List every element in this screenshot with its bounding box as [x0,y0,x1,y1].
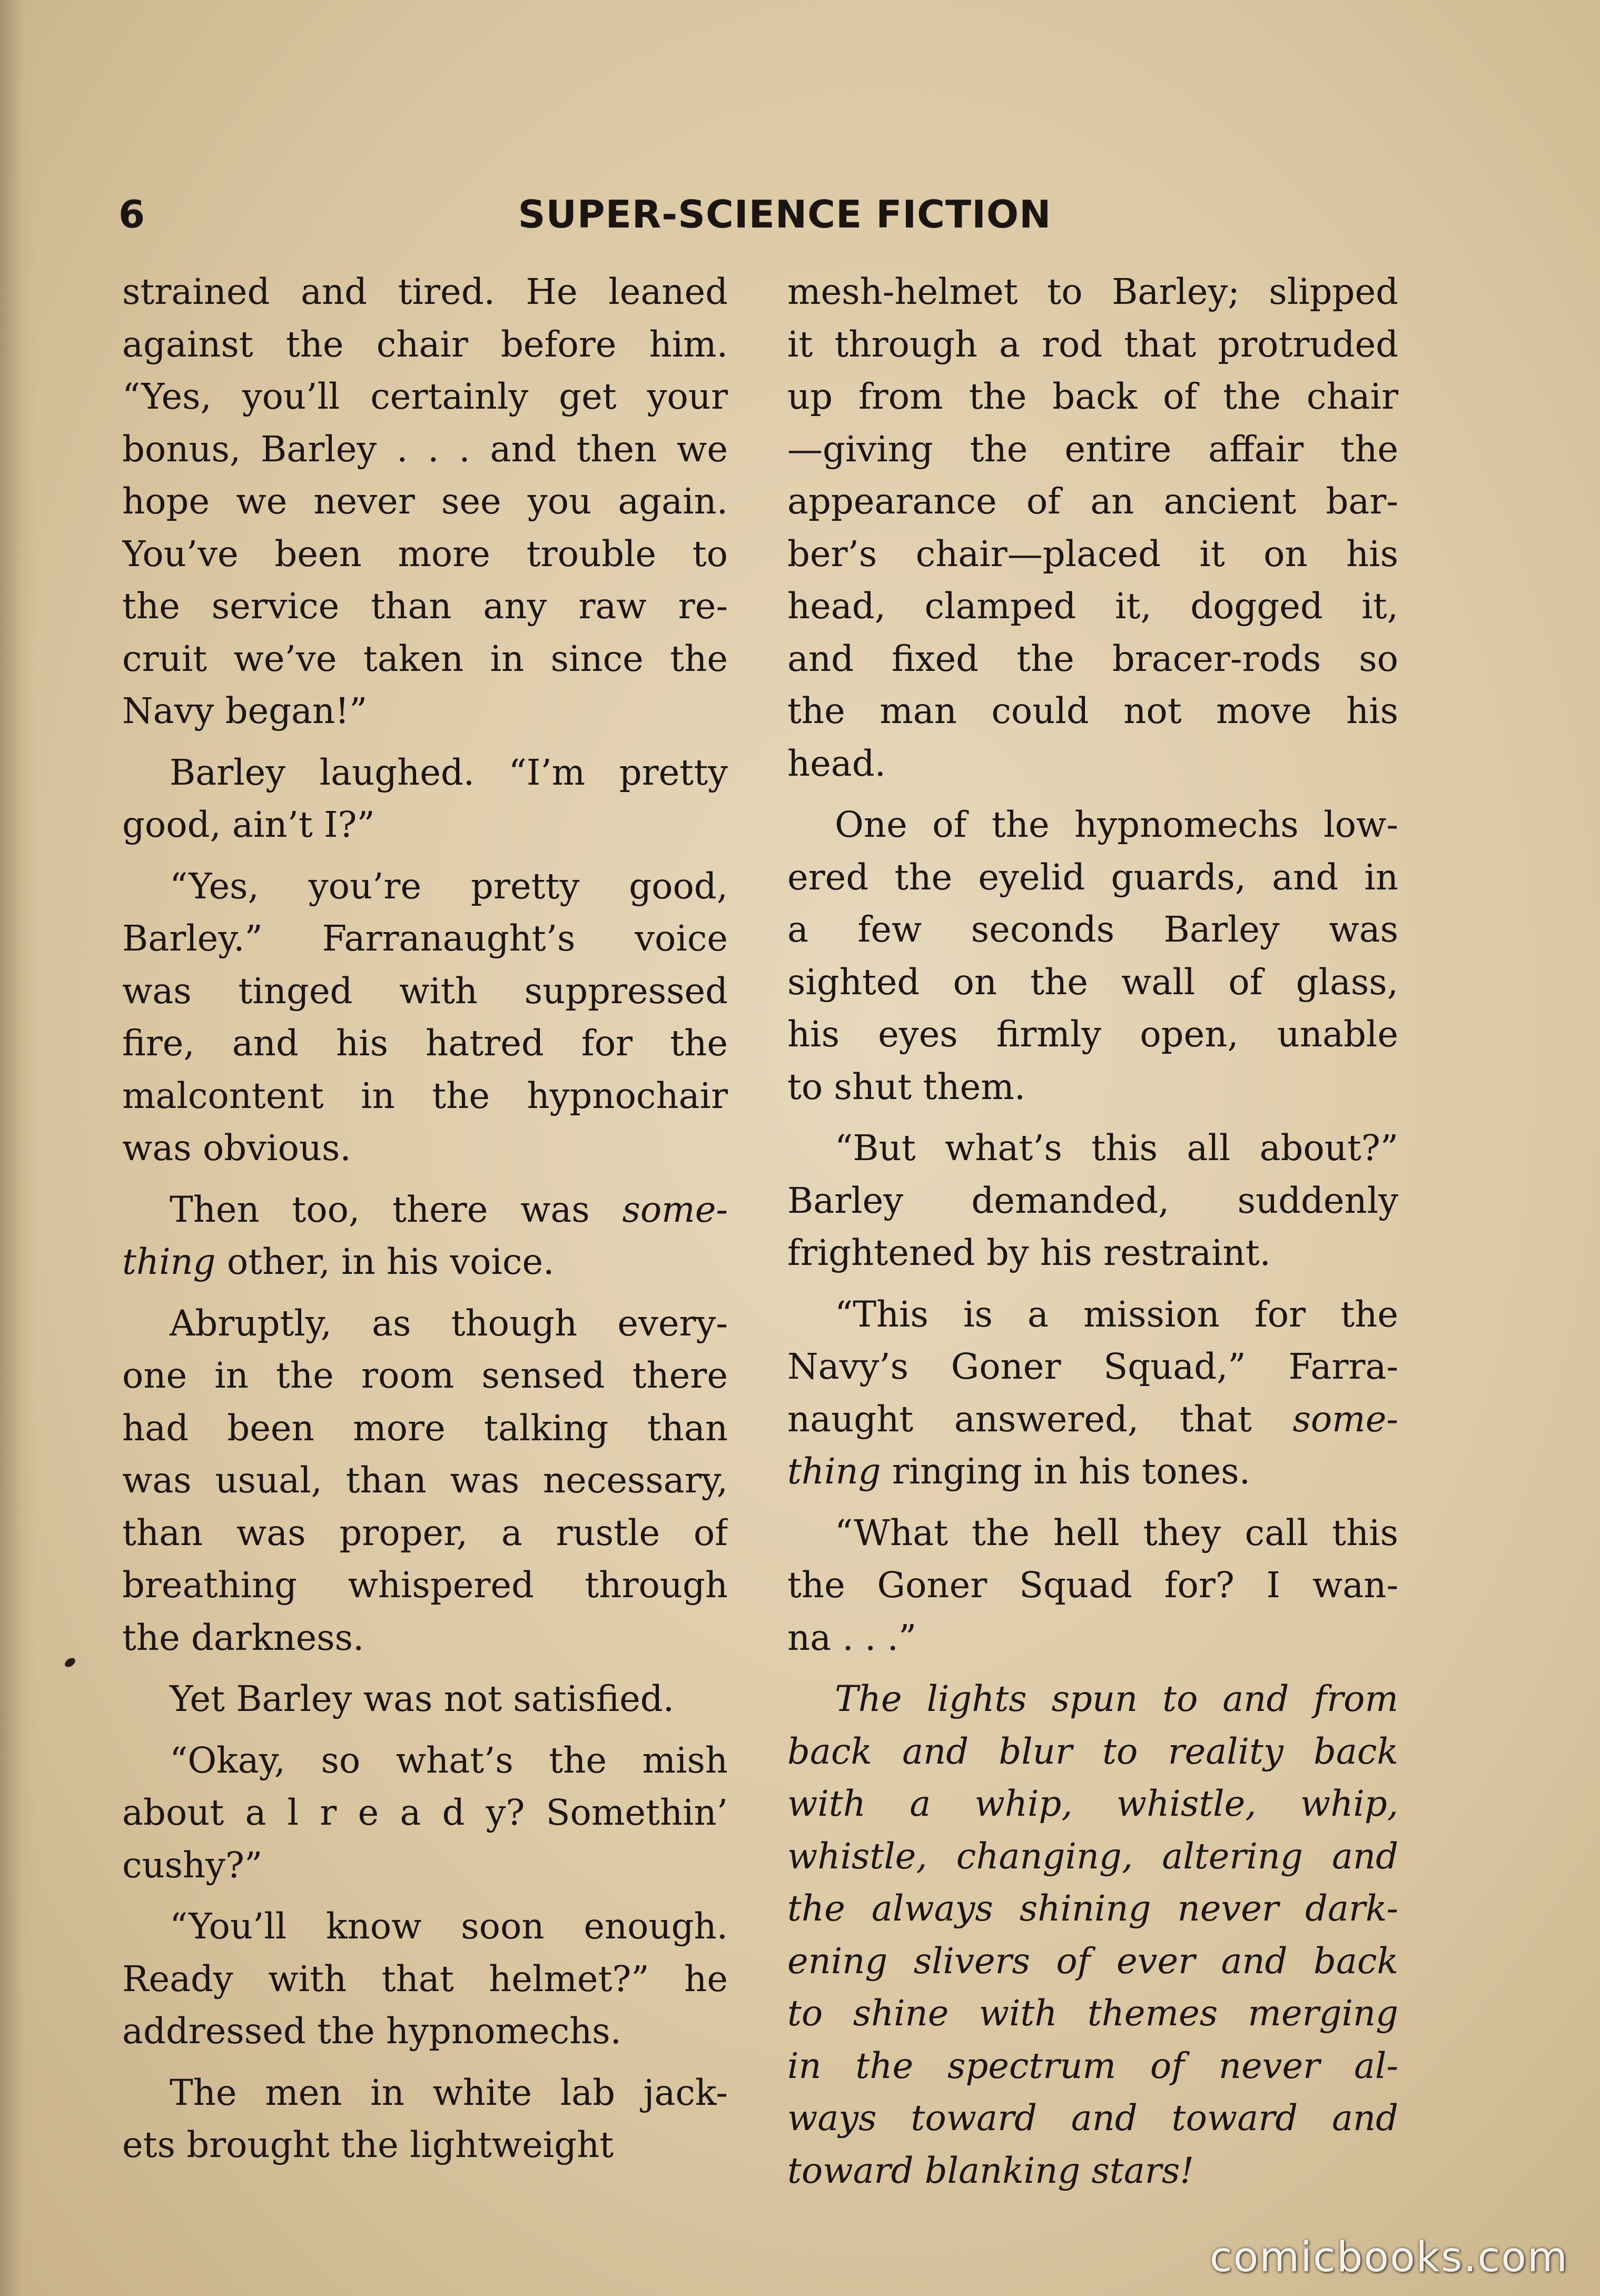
text-line: Barley laughed. “I’m pretty [170,751,728,793]
paragraph [122,747,728,852]
text-line: was obvious. [122,1127,351,1169]
paragraph [787,1289,1398,1498]
left-text-column [122,266,728,2172]
text-line: had been more talking than [122,1407,728,1449]
text-line: it through a rod that protruded [787,323,1398,365]
text-line: against the chair before him. [122,323,728,365]
text-line: the always shining never dark- [787,1888,1398,1929]
paragraph [122,266,728,738]
text-line: “Yes, you’ll certainly get your [122,376,728,417]
paragraph-gap [122,1892,728,1901]
text-line: a few seconds Barley was [787,909,1398,950]
text-line: The lights spun to and from [835,1678,1398,1719]
text-line: the service than any raw re- [122,586,728,627]
text-line: addressed the hypnomechs. [122,2011,621,2052]
text-line: whistle, changing, altering and [787,1835,1398,1877]
paragraph [122,1184,728,1289]
text-line: back and blur to reality back [787,1730,1398,1772]
paragraph-gap [122,738,728,747]
paragraph-gap [122,1664,728,1673]
paragraph [122,1298,728,1665]
text-line: thing other, in his voice. [122,1241,555,1282]
text-line: in the spectrum of never al- [787,2045,1398,2086]
text-line: appearance of an ancient bar- [787,481,1398,522]
text-line: frightened by his restraint. [787,1232,1271,1273]
text-line: malcontent in the hypnochair [122,1075,728,1116]
running-title: SUPER-SCIENCE FICTION [518,192,1052,236]
text-line: good, ain’t I?” [122,804,375,845]
text-line: sighted on the wall of glass, [787,961,1398,1003]
page-header [118,185,1451,243]
paragraph [122,2067,728,2172]
text-line: ening slivers of ever and back [787,1940,1398,1982]
text-line: One of the hypnomechs low- [835,804,1398,845]
text-line: thing ringing in his tones. [787,1451,1250,1492]
text-line: breathing whispered through [122,1565,728,1606]
paragraph-gap [787,1664,1398,1673]
text-line: to shut them. [787,1066,1026,1107]
paragraph-gap [787,790,1398,799]
text-line: “But what’s this all about?” [835,1127,1398,1169]
page-binding-edge [0,0,37,2296]
text-line: “You’ll know soon enough. [170,1906,728,1947]
text-line: “This is a mission for the [835,1293,1398,1335]
text-line: na . . .” [787,1617,917,1658]
text-line: one in the room sensed there [122,1355,728,1396]
text-line: his eyes firmly open, unable [787,1014,1398,1055]
paragraph-gap [787,1113,1398,1122]
text-line: strained and tired. He leaned [122,271,728,312]
text-line: head. [787,743,886,784]
text-line: The men in white lab jack- [170,2072,728,2113]
text-line: ets brought the lightweight [122,2124,614,2165]
text-line: “Yes, you’re pretty good, [170,865,728,907]
text-line: ber’s chair—placed it on his [787,533,1398,575]
text-line: was usual, than was necessary, [122,1460,728,1501]
text-line: “Okay, so what’s the mish [170,1739,728,1781]
text-line: than was proper, a rustle of [122,1512,728,1553]
text-line: Navy began!” [122,690,368,731]
text-line: mesh-helmet to Barley; slipped [787,271,1398,312]
text-line: Then too, there was some- [170,1189,728,1230]
emphasis: thing [787,1451,881,1492]
paragraph-gap [122,1289,728,1298]
paragraph [787,799,1398,1113]
paragraph [122,1901,728,2058]
text-line: “What the hell they call this [835,1512,1398,1553]
text-line: fire, and his hatred for the [122,1023,728,1064]
emphasis: some- [1292,1398,1398,1440]
paragraph [787,1122,1398,1280]
text-line: about a l r e a d y? Somethin’ [122,1792,728,1833]
text-line: —giving the entire affair the [787,428,1398,470]
text-line: Ready with that helmet?” he [122,1958,728,2000]
paragraph [122,1673,728,1726]
paragraph [787,1507,1398,1665]
emphasis: some- [622,1189,728,1230]
text-line: toward blanking stars! [787,2150,1194,2191]
text-line: the Goner Squad for? I wan- [787,1565,1398,1606]
text-line: head, clamped it, dogged it, [787,586,1398,627]
emphasis: thing [122,1241,216,1282]
text-line: the man could not move his [787,690,1398,731]
text-line: Barley.” Farranaught’s voice [122,918,728,959]
text-line: and fixed the bracer-rods so [787,638,1398,679]
text-line: hope we never see you again. [122,481,728,522]
paragraph [787,266,1398,790]
paragraph-gap [787,1280,1398,1289]
site-watermark: comicbooks.com [1209,2234,1568,2281]
paragraph [787,1673,1398,2197]
text-line: Navy’s Goner Squad,” Farra- [787,1346,1398,1387]
text-line: the darkness. [122,1617,364,1658]
text-line: to shine with themes merging [787,1993,1398,2034]
text-line: You’ve been more trouble to [122,533,728,575]
paragraph-gap [122,1726,728,1735]
paragraph-gap [122,852,728,860]
paragraph [122,860,728,1175]
text-line: with a whip, whistle, whip, [787,1783,1398,1824]
text-line: Yet Barley was not satisfied. [170,1678,674,1719]
text-line: was tinged with suppressed [122,970,728,1012]
text-line: ways toward and toward and [787,2097,1398,2139]
text-line: cruit we’ve taken in since the [122,638,728,679]
text-line: up from the back of the chair [787,376,1398,417]
text-line: Abruptly, as though every- [170,1302,728,1344]
text-line: Barley demanded, suddenly [787,1180,1398,1221]
paragraph-gap [122,1175,728,1184]
text-line: cushy?” [122,1844,263,1886]
right-text-column [787,266,1398,2197]
paragraph-gap [122,2058,728,2067]
paragraph-gap [787,1498,1398,1507]
page-number: 6 [118,192,145,236]
text-line: bonus, Barley . . . and then we [122,428,728,470]
text-line: ered the eyelid guards, and in [787,856,1398,898]
ink-speck [63,1656,77,1669]
text-line: naught answered, that some- [787,1398,1398,1440]
paragraph [122,1735,728,1892]
